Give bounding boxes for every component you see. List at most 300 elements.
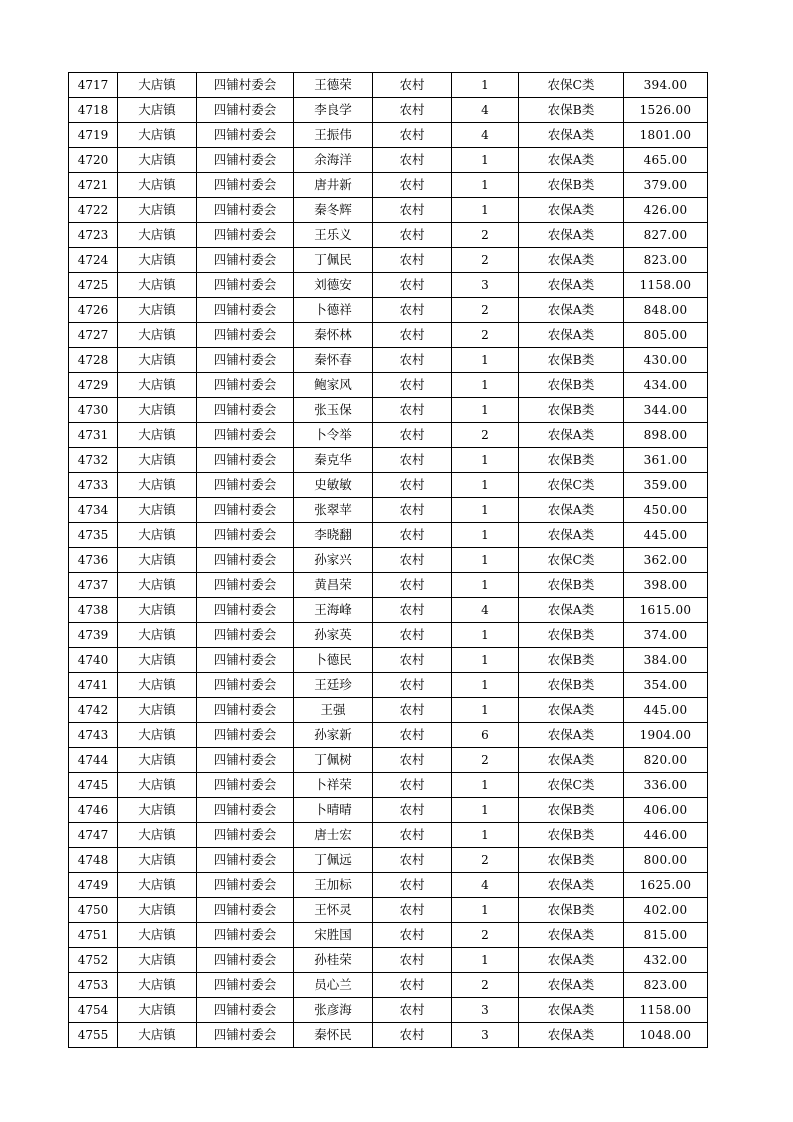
cell-amount: 805.00 [624,323,708,348]
cell-village: 四铺村委会 [197,548,294,573]
cell-row-number: 4750 [69,898,118,923]
cell-insurance-category: 农保A类 [519,873,624,898]
cell-town: 大店镇 [118,598,197,623]
cell-household-count: 1 [452,548,519,573]
cell-town: 大店镇 [118,548,197,573]
cell-household-count: 1 [452,73,519,98]
cell-area-type: 农村 [373,998,452,1023]
cell-village: 四铺村委会 [197,373,294,398]
table-row [69,348,708,373]
cell-amount: 434.00 [624,373,708,398]
cell-insurance-category: 农保B类 [519,448,624,473]
table-row [69,1023,708,1048]
cell-town: 大店镇 [118,123,197,148]
cell-household-count: 1 [452,348,519,373]
cell-amount: 394.00 [624,73,708,98]
table-row [69,923,708,948]
cell-person-name: 余海洋 [294,148,373,173]
cell-amount: 384.00 [624,648,708,673]
table-row [69,548,708,573]
cell-area-type: 农村 [373,623,452,648]
cell-amount: 344.00 [624,398,708,423]
cell-town: 大店镇 [118,98,197,123]
cell-person-name: 王乐义 [294,223,373,248]
cell-insurance-category: 农保A类 [519,948,624,973]
cell-town: 大店镇 [118,523,197,548]
cell-amount: 848.00 [624,298,708,323]
cell-village: 四铺村委会 [197,273,294,298]
cell-amount: 800.00 [624,848,708,873]
cell-household-count: 1 [452,698,519,723]
cell-area-type: 农村 [373,223,452,248]
cell-insurance-category: 农保A类 [519,223,624,248]
cell-household-count: 4 [452,873,519,898]
cell-village: 四铺村委会 [197,1023,294,1048]
cell-area-type: 农村 [373,923,452,948]
cell-village: 四铺村委会 [197,498,294,523]
cell-row-number: 4720 [69,148,118,173]
cell-area-type: 农村 [373,423,452,448]
cell-amount: 406.00 [624,798,708,823]
table-row [69,248,708,273]
cell-person-name: 秦冬辉 [294,198,373,223]
cell-person-name: 卜德祥 [294,298,373,323]
table-row [69,523,708,548]
cell-household-count: 3 [452,1023,519,1048]
cell-amount: 1904.00 [624,723,708,748]
cell-person-name: 王怀灵 [294,898,373,923]
cell-amount: 445.00 [624,523,708,548]
cell-insurance-category: 农保A类 [519,598,624,623]
cell-village: 四铺村委会 [197,523,294,548]
cell-household-count: 2 [452,248,519,273]
cell-row-number: 4753 [69,973,118,998]
cell-insurance-category: 农保A类 [519,123,624,148]
cell-town: 大店镇 [118,173,197,198]
cell-amount: 361.00 [624,448,708,473]
cell-row-number: 4743 [69,723,118,748]
cell-area-type: 农村 [373,548,452,573]
cell-household-count: 1 [452,373,519,398]
cell-area-type: 农村 [373,823,452,848]
cell-household-count: 1 [452,148,519,173]
cell-village: 四铺村委会 [197,598,294,623]
cell-town: 大店镇 [118,323,197,348]
table-row [69,598,708,623]
table-row [69,73,708,98]
cell-village: 四铺村委会 [197,248,294,273]
cell-village: 四铺村委会 [197,398,294,423]
cell-village: 四铺村委会 [197,673,294,698]
cell-row-number: 4733 [69,473,118,498]
cell-household-count: 4 [452,598,519,623]
cell-insurance-category: 农保A类 [519,298,624,323]
cell-person-name: 王振伟 [294,123,373,148]
cell-town: 大店镇 [118,248,197,273]
cell-insurance-category: 农保A类 [519,198,624,223]
table-row [69,748,708,773]
cell-household-count: 2 [452,923,519,948]
cell-household-count: 4 [452,123,519,148]
cell-row-number: 4746 [69,798,118,823]
cell-row-number: 4738 [69,598,118,623]
cell-insurance-category: 农保B类 [519,398,624,423]
cell-household-count: 1 [452,198,519,223]
cell-area-type: 农村 [373,373,452,398]
cell-person-name: 卜晴晴 [294,798,373,823]
cell-area-type: 农村 [373,898,452,923]
table-row [69,948,708,973]
cell-amount: 362.00 [624,548,708,573]
cell-village: 四铺村委会 [197,723,294,748]
table-row [69,498,708,523]
cell-household-count: 1 [452,573,519,598]
cell-amount: 379.00 [624,173,708,198]
cell-insurance-category: 农保C类 [519,73,624,98]
cell-area-type: 农村 [373,673,452,698]
cell-insurance-category: 农保B类 [519,173,624,198]
cell-village: 四铺村委会 [197,798,294,823]
cell-person-name: 鲍家风 [294,373,373,398]
cell-town: 大店镇 [118,673,197,698]
table-row [69,298,708,323]
cell-insurance-category: 农保A类 [519,423,624,448]
table-row [69,473,708,498]
cell-amount: 823.00 [624,248,708,273]
cell-town: 大店镇 [118,398,197,423]
cell-row-number: 4734 [69,498,118,523]
cell-insurance-category: 农保B类 [519,673,624,698]
cell-household-count: 3 [452,998,519,1023]
cell-area-type: 农村 [373,173,452,198]
cell-insurance-category: 农保B类 [519,348,624,373]
cell-household-count: 1 [452,948,519,973]
cell-person-name: 张玉保 [294,398,373,423]
cell-town: 大店镇 [118,148,197,173]
table-row [69,848,708,873]
table-row [69,273,708,298]
cell-row-number: 4724 [69,248,118,273]
cell-row-number: 4735 [69,523,118,548]
cell-row-number: 4745 [69,773,118,798]
cell-village: 四铺村委会 [197,773,294,798]
cell-person-name: 宋胜国 [294,923,373,948]
cell-amount: 445.00 [624,698,708,723]
cell-household-count: 3 [452,273,519,298]
cell-amount: 359.00 [624,473,708,498]
cell-row-number: 4748 [69,848,118,873]
cell-insurance-category: 农保A类 [519,923,624,948]
cell-village: 四铺村委会 [197,948,294,973]
cell-household-count: 2 [452,748,519,773]
cell-village: 四铺村委会 [197,98,294,123]
cell-insurance-category: 农保C类 [519,548,624,573]
cell-person-name: 唐士宏 [294,823,373,848]
cell-village: 四铺村委会 [197,198,294,223]
cell-insurance-category: 农保A类 [519,498,624,523]
cell-area-type: 农村 [373,598,452,623]
cell-village: 四铺村委会 [197,848,294,873]
table-row [69,148,708,173]
cell-village: 四铺村委会 [197,448,294,473]
cell-person-name: 黄昌荣 [294,573,373,598]
cell-insurance-category: 农保C类 [519,773,624,798]
cell-village: 四铺村委会 [197,923,294,948]
cell-town: 大店镇 [118,373,197,398]
cell-insurance-category: 农保B类 [519,823,624,848]
cell-amount: 446.00 [624,823,708,848]
cell-insurance-category: 农保A类 [519,973,624,998]
cell-insurance-category: 农保A类 [519,273,624,298]
cell-household-count: 1 [452,898,519,923]
table-row [69,423,708,448]
cell-area-type: 农村 [373,473,452,498]
cell-insurance-category: 农保A类 [519,1023,624,1048]
cell-amount: 402.00 [624,898,708,923]
cell-insurance-category: 农保C类 [519,473,624,498]
cell-person-name: 秦克华 [294,448,373,473]
cell-area-type: 农村 [373,273,452,298]
cell-town: 大店镇 [118,298,197,323]
table-body [69,73,708,1048]
cell-household-count: 1 [452,498,519,523]
cell-area-type: 农村 [373,773,452,798]
cell-town: 大店镇 [118,1023,197,1048]
cell-town: 大店镇 [118,848,197,873]
table-row [69,648,708,673]
cell-household-count: 1 [452,398,519,423]
cell-row-number: 4751 [69,923,118,948]
table-row [69,698,708,723]
cell-town: 大店镇 [118,773,197,798]
cell-row-number: 4736 [69,548,118,573]
cell-area-type: 农村 [373,848,452,873]
cell-amount: 336.00 [624,773,708,798]
cell-area-type: 农村 [373,198,452,223]
cell-household-count: 1 [452,473,519,498]
cell-village: 四铺村委会 [197,323,294,348]
cell-village: 四铺村委会 [197,423,294,448]
cell-village: 四铺村委会 [197,748,294,773]
cell-row-number: 4717 [69,73,118,98]
table-row [69,673,708,698]
cell-town: 大店镇 [118,273,197,298]
cell-row-number: 4727 [69,323,118,348]
cell-area-type: 农村 [373,323,452,348]
cell-person-name: 王廷珍 [294,673,373,698]
cell-area-type: 农村 [373,648,452,673]
cell-household-count: 1 [452,798,519,823]
cell-person-name: 王海峰 [294,598,373,623]
cell-town: 大店镇 [118,873,197,898]
data-table [68,72,708,1048]
cell-town: 大店镇 [118,73,197,98]
cell-insurance-category: 农保A类 [519,248,624,273]
cell-row-number: 4744 [69,748,118,773]
cell-amount: 1158.00 [624,273,708,298]
cell-village: 四铺村委会 [197,123,294,148]
cell-town: 大店镇 [118,348,197,373]
cell-person-name: 孙家新 [294,723,373,748]
cell-insurance-category: 农保A类 [519,723,624,748]
cell-area-type: 农村 [373,73,452,98]
cell-household-count: 4 [452,98,519,123]
table-row [69,173,708,198]
cell-area-type: 农村 [373,573,452,598]
table-row [69,573,708,598]
table-row [69,723,708,748]
cell-amount: 426.00 [624,198,708,223]
cell-town: 大店镇 [118,448,197,473]
cell-household-count: 2 [452,223,519,248]
cell-area-type: 农村 [373,798,452,823]
cell-person-name: 唐井新 [294,173,373,198]
cell-person-name: 卜令举 [294,423,373,448]
cell-person-name: 员心兰 [294,973,373,998]
cell-person-name: 史敏敏 [294,473,373,498]
table-row [69,373,708,398]
cell-area-type: 农村 [373,748,452,773]
cell-row-number: 4741 [69,673,118,698]
cell-insurance-category: 农保B类 [519,848,624,873]
cell-person-name: 卜德民 [294,648,373,673]
cell-area-type: 农村 [373,348,452,373]
cell-person-name: 李良学 [294,98,373,123]
cell-household-count: 2 [452,323,519,348]
cell-row-number: 4719 [69,123,118,148]
cell-row-number: 4731 [69,423,118,448]
cell-household-count: 1 [452,173,519,198]
cell-row-number: 4721 [69,173,118,198]
cell-person-name: 秦怀民 [294,1023,373,1048]
cell-row-number: 4732 [69,448,118,473]
cell-person-name: 丁佩民 [294,248,373,273]
cell-town: 大店镇 [118,923,197,948]
cell-insurance-category: 农保B类 [519,373,624,398]
cell-row-number: 4726 [69,298,118,323]
cell-area-type: 农村 [373,398,452,423]
cell-row-number: 4728 [69,348,118,373]
cell-amount: 1526.00 [624,98,708,123]
cell-row-number: 4747 [69,823,118,848]
table-row [69,398,708,423]
cell-town: 大店镇 [118,198,197,223]
cell-insurance-category: 农保A类 [519,748,624,773]
cell-village: 四铺村委会 [197,698,294,723]
cell-area-type: 农村 [373,498,452,523]
cell-person-name: 张翠苹 [294,498,373,523]
cell-row-number: 4718 [69,98,118,123]
cell-area-type: 农村 [373,973,452,998]
cell-person-name: 孙家英 [294,623,373,648]
table-row [69,823,708,848]
cell-village: 四铺村委会 [197,223,294,248]
cell-row-number: 4737 [69,573,118,598]
cell-amount: 823.00 [624,973,708,998]
cell-area-type: 农村 [373,1023,452,1048]
cell-person-name: 王德荣 [294,73,373,98]
cell-person-name: 李晓翻 [294,523,373,548]
cell-row-number: 4739 [69,623,118,648]
cell-row-number: 4740 [69,648,118,673]
cell-village: 四铺村委会 [197,73,294,98]
cell-town: 大店镇 [118,223,197,248]
cell-town: 大店镇 [118,423,197,448]
cell-household-count: 1 [452,448,519,473]
cell-person-name: 王加标 [294,873,373,898]
table-row [69,223,708,248]
cell-insurance-category: 农保B类 [519,573,624,598]
cell-insurance-category: 农保B类 [519,98,624,123]
cell-town: 大店镇 [118,473,197,498]
cell-town: 大店镇 [118,698,197,723]
cell-village: 四铺村委会 [197,973,294,998]
cell-village: 四铺村委会 [197,898,294,923]
cell-row-number: 4752 [69,948,118,973]
table-row [69,873,708,898]
cell-insurance-category: 农保A类 [519,523,624,548]
table-row [69,798,708,823]
table-row [69,448,708,473]
cell-household-count: 1 [452,673,519,698]
cell-household-count: 2 [452,298,519,323]
cell-person-name: 刘德安 [294,273,373,298]
cell-amount: 432.00 [624,948,708,973]
cell-row-number: 4730 [69,398,118,423]
cell-person-name: 孙家兴 [294,548,373,573]
cell-area-type: 农村 [373,448,452,473]
cell-town: 大店镇 [118,498,197,523]
cell-area-type: 农村 [373,298,452,323]
cell-village: 四铺村委会 [197,823,294,848]
cell-area-type: 农村 [373,723,452,748]
cell-insurance-category: 农保A类 [519,998,624,1023]
cell-amount: 354.00 [624,673,708,698]
cell-town: 大店镇 [118,573,197,598]
cell-amount: 1615.00 [624,598,708,623]
table-row [69,623,708,648]
cell-village: 四铺村委会 [197,623,294,648]
cell-person-name: 秦怀春 [294,348,373,373]
cell-town: 大店镇 [118,973,197,998]
cell-row-number: 4725 [69,273,118,298]
cell-town: 大店镇 [118,623,197,648]
cell-insurance-category: 农保B类 [519,648,624,673]
cell-person-name: 张彦海 [294,998,373,1023]
cell-town: 大店镇 [118,723,197,748]
cell-village: 四铺村委会 [197,148,294,173]
cell-amount: 1048.00 [624,1023,708,1048]
cell-area-type: 农村 [373,873,452,898]
cell-town: 大店镇 [118,798,197,823]
cell-row-number: 4742 [69,698,118,723]
cell-household-count: 1 [452,823,519,848]
cell-amount: 1801.00 [624,123,708,148]
cell-town: 大店镇 [118,998,197,1023]
cell-town: 大店镇 [118,898,197,923]
cell-row-number: 4755 [69,1023,118,1048]
cell-person-name: 丁佩远 [294,848,373,873]
cell-amount: 827.00 [624,223,708,248]
cell-person-name: 秦怀林 [294,323,373,348]
cell-household-count: 2 [452,973,519,998]
cell-area-type: 农村 [373,523,452,548]
cell-insurance-category: 农保A类 [519,323,624,348]
cell-area-type: 农村 [373,698,452,723]
cell-row-number: 4723 [69,223,118,248]
cell-person-name: 孙桂荣 [294,948,373,973]
cell-town: 大店镇 [118,823,197,848]
